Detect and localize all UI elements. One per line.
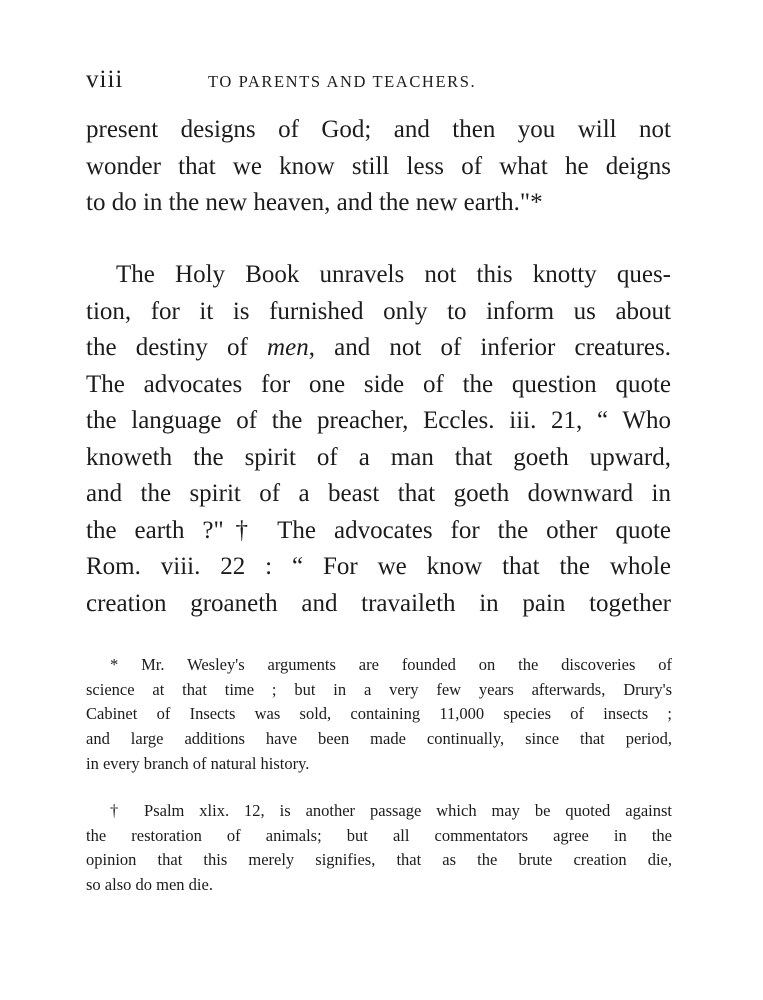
running-head: TO PARENTS AND TEACHERS. <box>208 72 477 91</box>
footnote-psalm <box>86 799 672 898</box>
footnote-line: Cabinet of Insects was sold, containing 11,000 species of insects ; <box>86 704 672 724</box>
text-line: to do in the new heaven, and the new earth."* <box>86 189 543 216</box>
text-line: Rom. viii. 22 : “ For we know that the whole <box>86 553 671 580</box>
footnote-line: science at that time ; but in a very few years afterwards, Drury's <box>86 679 672 699</box>
footnote-line: the restoration of animals; but all commentators agree in the <box>86 825 672 845</box>
footnote-line: in every branch of natural history. <box>86 753 310 773</box>
text-line: creation groaneth and travaileth in pain together <box>86 589 671 617</box>
footnote-line: * Mr. Wesley's arguments are founded on the discoveries of <box>110 655 672 674</box>
text-line: wonder that we know still less of what he deigns <box>86 152 671 180</box>
text-line: knoweth the spirit of a man that goeth upward, <box>86 443 671 471</box>
footnote-line: so also do men die. <box>86 875 213 895</box>
footnote-line: † Psalm xlix. 12, is another passage which may be quoted against <box>110 801 672 820</box>
text-line: present designs of God; and then you will not <box>86 116 671 143</box>
emphasis-men: men <box>267 334 309 361</box>
text-line: the earth ?"† The advocates for the other quote <box>86 516 671 544</box>
footnote-line: and large additions have been made continually, since that period, <box>86 729 672 749</box>
text-line: The advocates for one side of the question quote <box>86 370 671 398</box>
paragraph-holy-book <box>86 257 671 622</box>
text-line: the language of the preacher, Eccles. iii. 21, “ Who <box>86 407 671 434</box>
text-line <box>86 330 671 367</box>
text-line: and the spirit of a beast that goeth downward in <box>86 480 671 507</box>
page-number: viii <box>86 66 124 93</box>
text-line: The Holy Book unravels not this knotty ques- <box>116 261 671 288</box>
footnote-wesley <box>86 653 672 776</box>
page-header <box>86 66 686 94</box>
paragraph-continued <box>86 112 671 222</box>
text-line-content: the destiny of men, and not of inferior creatures. <box>86 334 671 361</box>
text-line: tion, for it is furnished only to inform us about <box>86 297 671 325</box>
footnote-line: opinion that this merely signifies, that as the brute creation die, <box>86 850 672 870</box>
